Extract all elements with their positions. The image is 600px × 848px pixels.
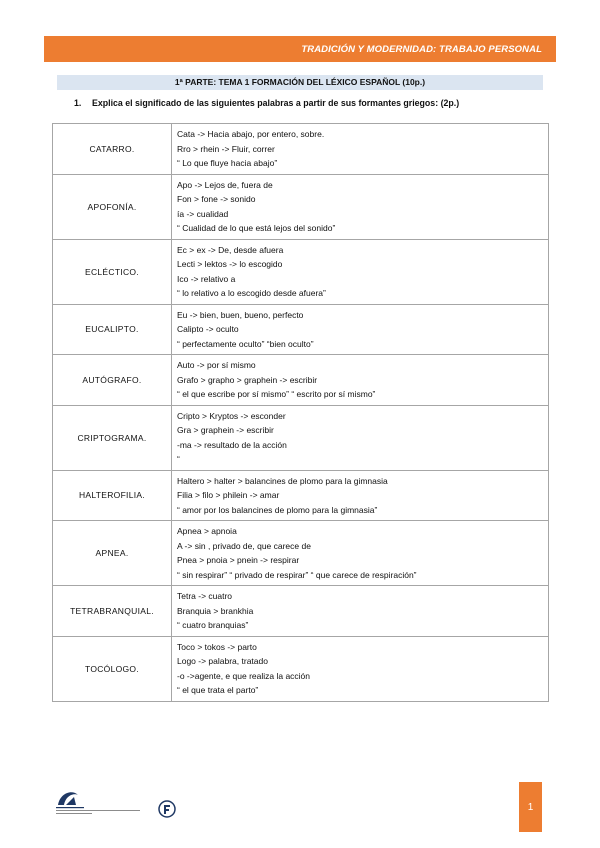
- table-row: [53, 239, 549, 304]
- vocabulary-table: [52, 123, 549, 702]
- question-number: 1.: [74, 98, 82, 108]
- header-bar: [44, 36, 556, 62]
- header-title: TRADICIÓN Y MODERNIDAD: TRABAJO PERSONAL: [301, 43, 542, 55]
- definition-line: Toco > tokos -> parto: [177, 641, 257, 652]
- word-cell: TOCÓLOGO.: [53, 636, 172, 701]
- definition-cell: [172, 470, 549, 521]
- definition-cell: [172, 586, 549, 637]
- word-cell: HALTEROFILIA.: [53, 470, 172, 521]
- word-cell: EUCALIPTO.: [53, 304, 172, 355]
- definition-line: Filia > filo > philein -> amar: [177, 490, 280, 500]
- word-cell: TETRABRANQUIAL.: [53, 586, 172, 637]
- definition-line: “ Cualidad de lo que está lejos del sonido”: [177, 223, 336, 233]
- university-logo-icon: [52, 787, 142, 817]
- definition-line: “ lo relativo a lo escogido desde afuera”: [177, 288, 326, 298]
- definition-line: “ el que escribe por sí mismo” “ escrito por sí mismo”: [177, 389, 376, 399]
- definition-line: “ Lo que fluye hacia abajo”: [177, 158, 278, 168]
- definition-line: Rro > rhein -> Fluir, correr: [177, 143, 275, 154]
- definition-line: Pnea > pnoia > pnein -> respirar: [177, 555, 300, 565]
- question-text: Explica el significado de las siguientes palabras a partir de sus formantes griegos: (2p.): [92, 98, 460, 108]
- table-row: [53, 124, 549, 175]
- definition-cell: [172, 239, 549, 304]
- definition-line: Apo -> Lejos de, fuera de: [177, 179, 273, 190]
- page-number: 1: [519, 782, 542, 832]
- definition-cell: [172, 124, 549, 175]
- definition-cell: [172, 521, 549, 586]
- definition-line: Ico -> relativo a: [177, 273, 236, 284]
- table-row: [53, 174, 549, 239]
- definition-line: “ sin respirar” “ privado de respirar” “ que carece de respiración”: [177, 569, 417, 580]
- definition-cell: [172, 174, 549, 239]
- table-row: [53, 470, 549, 521]
- definition-line: “: [177, 454, 180, 464]
- definition-line: Branquia > brankhia: [177, 605, 254, 616]
- definition-line: -o ->agente, e que realiza la acción: [177, 670, 311, 681]
- table-row: [53, 304, 549, 355]
- definition-line: Calipto -> oculto: [177, 324, 239, 334]
- definition-line: A -> sin , privado de, que carece de: [177, 540, 311, 551]
- table-row: [53, 636, 549, 701]
- definition-cell: [172, 405, 549, 470]
- institution-seal-icon: [158, 800, 176, 818]
- definition-line: Apnea > apnoia: [177, 526, 237, 536]
- table-row: [53, 521, 549, 586]
- definition-line: Ec > ex -> De, desde afuera: [177, 244, 284, 255]
- definition-line: ía -> cualidad: [177, 208, 229, 219]
- word-cell: CATARRO.: [53, 124, 172, 175]
- definition-line: Lecti > lektos -> lo escogido: [177, 259, 283, 269]
- table-row: [53, 405, 549, 470]
- word-cell: APNEA.: [53, 521, 172, 586]
- word-cell: CRIPTOGRAMA.: [53, 405, 172, 470]
- definition-line: “ el que trata el parto”: [177, 685, 259, 695]
- definition-line: Cripto > Kryptos -> esconder: [177, 410, 286, 421]
- definition-cell: [172, 355, 549, 406]
- question-1: [74, 98, 459, 108]
- definition-cell: [172, 304, 549, 355]
- definition-line: Auto -> por sí mismo: [177, 360, 256, 370]
- definition-line: Gra > graphein -> escribir: [177, 425, 274, 435]
- definition-line: “ amor por los balancines de plomo para la gimnasia”: [177, 504, 378, 515]
- definition-line: Cata -> Hacia abajo, por entero, sobre.: [177, 129, 325, 139]
- table-row: [53, 355, 549, 406]
- section-title: 1ª PARTE: TEMA 1 FORMACIÓN DEL LÉXICO ESPAÑOL (10p.): [57, 75, 543, 90]
- definition-line: “ perfectamente oculto” “bien oculto”: [177, 338, 314, 349]
- word-cell: APOFONÍA.: [53, 174, 172, 239]
- definition-cell: [172, 636, 549, 701]
- word-cell: AUTÓGRAFO.: [53, 355, 172, 406]
- definition-line: Haltero > halter > balancines de plomo para la gimnasia: [177, 475, 388, 486]
- table-row: [53, 586, 549, 637]
- word-cell: ECLÉCTICO.: [53, 239, 172, 304]
- definition-line: Tetra -> cuatro: [177, 591, 233, 601]
- definition-line: “ cuatro branquias”: [177, 620, 249, 630]
- definition-line: Eu -> bien, buen, bueno, perfecto: [177, 309, 304, 320]
- definition-line: Fon > fone -> sonido: [177, 194, 256, 204]
- definition-line: Logo -> palabra, tratado: [177, 656, 268, 666]
- definition-line: -ma -> resultado de la acción: [177, 439, 287, 450]
- definition-line: Grafo > grapho > graphein -> escribir: [177, 374, 318, 385]
